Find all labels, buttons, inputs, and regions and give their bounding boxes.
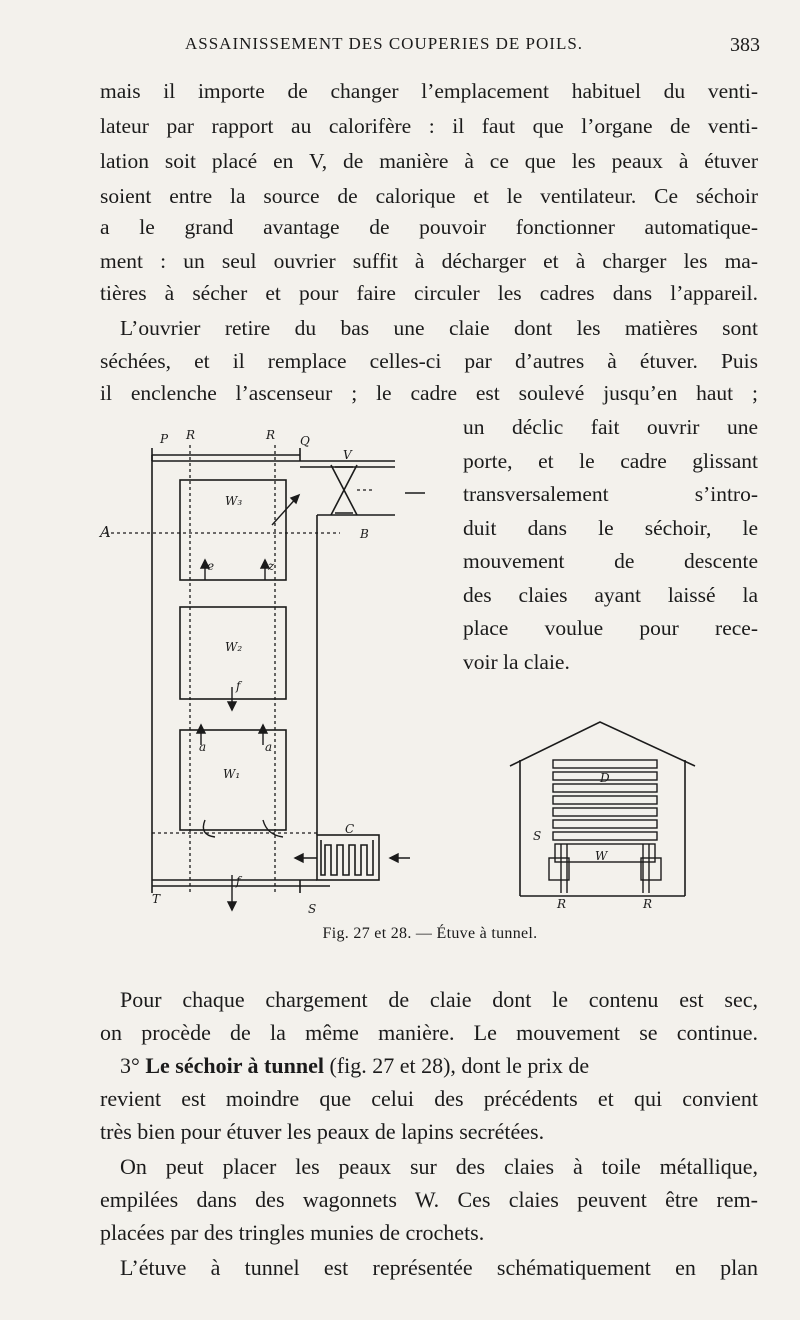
figure-caption: Fig. 27 et 28. — Étuve à tunnel. [322, 925, 538, 942]
label-S: S [533, 829, 542, 843]
label-A: A [100, 523, 111, 541]
label-a: a [199, 740, 207, 754]
label-R: R [266, 428, 276, 442]
text-line: très bien pour étuver les peaux de lapins secrétées. [100, 1119, 545, 1144]
text-line: revient est moindre que celui des précédents et qui convient [100, 1086, 758, 1111]
text-line: a le grand avantage de pouvoir fonctionner automatique- [100, 215, 758, 239]
section-number: 3° [120, 1053, 140, 1078]
label-D: D [600, 771, 610, 785]
text-line: place voulue pour rece- [463, 616, 758, 640]
text-line: mais il importe de changer l’emplacement habituel du venti- [100, 79, 758, 103]
text-line: mouvement de descente [463, 549, 758, 573]
label-f: f [236, 679, 241, 693]
text-line: séchées, et il remplace celles-ci par d’autres à étuver. Puis [100, 349, 758, 373]
label-e: e [207, 559, 215, 573]
text-line: lateur par rapport au calorifère : il faut que l’organe de venti- [100, 114, 758, 138]
figure-28-diagram [505, 718, 710, 908]
text-line: empilées dans des wagonnets W. Ces claies peuvent être rem- [100, 1187, 758, 1212]
text-line: placées par des tringles munies de crochets. [100, 1220, 485, 1245]
text-line: il enclenche l’ascenseur ; le cadre est soulevé jusqu’en haut ; [100, 381, 758, 405]
label-S: S [308, 902, 317, 915]
text-line: L’étuve à tunnel est représentée schématiquement en plan [120, 1255, 758, 1280]
label-V: V [343, 448, 352, 462]
figure-27-diagram [95, 415, 425, 915]
label-W3: W₃ [225, 494, 243, 508]
text-span: (fig. 27 et 28), dont le prix de [323, 1053, 590, 1078]
text-line: Pour chaque chargement de claie dont le contenu est sec, [120, 987, 758, 1012]
label-W: W [595, 849, 608, 863]
label-T: T [152, 892, 161, 906]
page-number: 383 [730, 34, 760, 56]
label-B: B [360, 527, 369, 541]
text-line: soient entre la source de calorique et le ventilateur. Ce séchoir [100, 184, 758, 208]
text-line: L’ouvrier retire du bas une claie dont les matières sont [120, 316, 758, 340]
label-Q: Q [300, 434, 310, 448]
label-z: z [268, 559, 275, 573]
text-line: duit dans le séchoir, le [463, 516, 758, 540]
label-f: f [236, 874, 241, 888]
text-line: lation soit placé en V, de manière à ce que les peaux à étuver [100, 149, 758, 173]
text-line: un déclic fait ouvrir une [463, 415, 758, 439]
page-header [100, 34, 760, 62]
label-a: a [265, 740, 273, 754]
text-line: transversalement s’intro- [463, 482, 758, 506]
label-W1: W₁ [223, 767, 241, 781]
text-line: porte, et le cadre glissant [463, 449, 758, 473]
text-line: tières à sécher et pour faire circuler les cadres dans l’appareil. [100, 281, 758, 305]
text-line: ment : un seul ouvrier suffit à décharger et à charger les ma- [100, 249, 758, 273]
text-line: des claies ayant laissé la [463, 583, 758, 607]
label-C: C [345, 822, 355, 836]
label-R: R [557, 897, 567, 908]
text-line: voir la claie. [463, 650, 570, 674]
text-line [120, 1051, 758, 1081]
text-line: on procède de la même manière. Le mouvement se continue. [100, 1020, 758, 1045]
label-R: R [186, 428, 196, 442]
section-heading: Le séchoir à tunnel [145, 1053, 324, 1078]
label-R: R [643, 897, 653, 908]
text-line: On peut placer les peaux sur des claies à toile métallique, [120, 1154, 758, 1179]
label-P: P [160, 432, 169, 446]
label-W2: W₂ [225, 640, 243, 654]
running-title: ASSAINISSEMENT DES COUPERIES DE POILS. [185, 34, 584, 53]
